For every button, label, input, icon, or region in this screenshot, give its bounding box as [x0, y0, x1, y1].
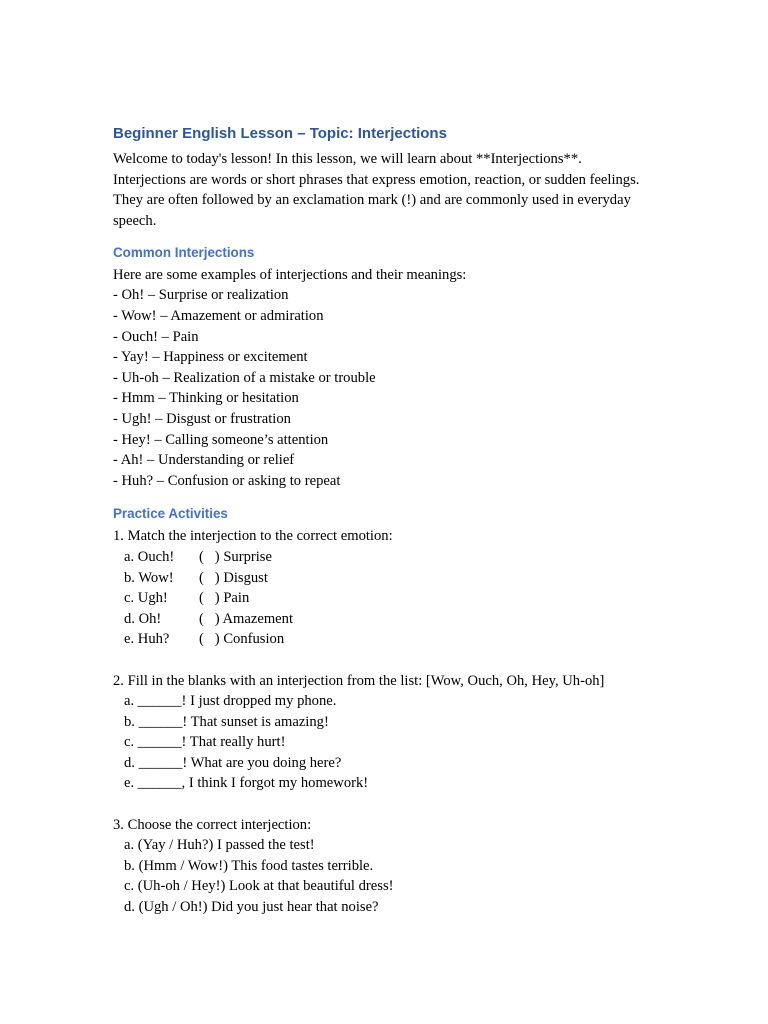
- match-row: [113, 568, 653, 589]
- fill-blank-item: c. ______! That really hurt!: [124, 734, 286, 751]
- match-right: ( ) Confusion: [199, 631, 285, 648]
- match-row: [113, 588, 653, 609]
- choice-item: b. (Hmm / Wow!) This food tastes terrible.: [124, 857, 374, 874]
- choice-item: c. (Uh-oh / Hey!) Look at that beautiful dress!: [124, 878, 394, 895]
- match-right: ( ) Amazement: [199, 610, 294, 627]
- match-right: ( ) Surprise: [199, 548, 272, 565]
- match-left: d. Oh!: [124, 610, 162, 627]
- list-item: - Ah! – Understanding or relief: [113, 452, 295, 469]
- list-item: - Uh-oh – Realization of a mistake or trouble: [113, 369, 376, 386]
- list-item: - Yay! – Happiness or excitement: [113, 349, 308, 366]
- question-3: [113, 815, 653, 918]
- match-row: [113, 547, 653, 568]
- common-lead: Here are some examples of interjections and their meanings:: [113, 266, 467, 283]
- match-left: c. Ugh!: [124, 590, 168, 607]
- list-item: - Wow! – Amazement or admiration: [113, 308, 324, 324]
- question-prompt: 1. Match the interjection to the correct emotion:: [113, 528, 393, 545]
- list-item: - Ugh! – Disgust or frustration: [113, 410, 291, 427]
- choice-item: d. (Ugh / Oh!) Did you just hear that noise?: [124, 899, 379, 916]
- lesson-title: Beginner English Lesson – Topic: Interjections: [113, 125, 447, 142]
- list-item: - Oh! – Surprise or realization: [113, 287, 289, 304]
- fill-blank-item: a. ______! I just dropped my phone.: [124, 693, 337, 710]
- list-item: - Huh? – Confusion or asking to repeat: [113, 472, 341, 489]
- common-interjections-heading: Common Interjections: [113, 244, 255, 260]
- match-right: ( ) Pain: [199, 590, 250, 607]
- question-2: [113, 671, 653, 795]
- match-row: [113, 629, 653, 650]
- match-left: e. Huh?: [124, 631, 170, 648]
- question-prompt: 2. Fill in the blanks with an interjection from the list: [Wow, Ouch, Oh, Hey, Uh-oh]: [113, 672, 605, 689]
- intro-paragraph: Welcome to today's lesson! In this lesson, we will learn about **Interjections**. Interjections are words or short phrases that express emotion, reaction, or sudden feelings. They are often followed by an exclamation mark (!) and are commonly used in everyday speech.: [113, 151, 640, 230]
- document-page: [113, 124, 653, 918]
- interjection-list: [113, 285, 653, 491]
- match-row: [113, 609, 653, 630]
- list-item: - Ouch! – Pain: [113, 328, 199, 345]
- choice-item: a. (Yay / Huh?) I passed the test!: [124, 837, 315, 854]
- fill-blank-item: b. ______! That sunset is amazing!: [124, 713, 329, 730]
- question-1: [113, 526, 653, 650]
- practice-activities-heading: Practice Activities: [113, 506, 228, 522]
- match-left: a. Ouch!: [124, 548, 175, 565]
- fill-blank-item: e. ______, I think I forgot my homework!: [124, 775, 369, 792]
- match-right: ( ) Disgust: [199, 569, 268, 586]
- match-left: b. Wow!: [124, 569, 174, 586]
- fill-blank-item: d. ______! What are you doing here?: [124, 754, 342, 771]
- question-prompt: 3. Choose the correct interjection:: [113, 816, 312, 833]
- list-item: - Hmm – Thinking or hesitation: [113, 390, 299, 407]
- list-item: - Hey! – Calling someone’s attention: [113, 431, 329, 448]
